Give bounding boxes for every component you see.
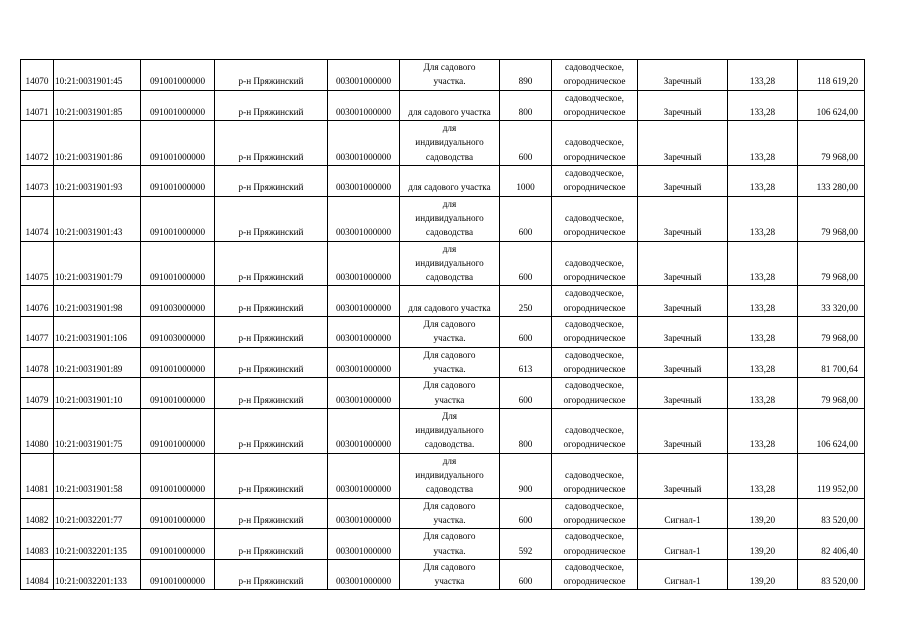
row-number-cell: 14083 <box>21 529 54 560</box>
area-cell: 800 <box>500 408 552 453</box>
cadastral-number-cell: 10:21:0031901:43 <box>54 196 141 241</box>
locality-cell: Заречный <box>638 453 728 498</box>
specific-value-cell: 133,28 <box>728 166 798 197</box>
land-use-purpose-cell-line: индивидуального <box>415 425 484 436</box>
table-row <box>21 60 865 91</box>
area-cell: 600 <box>500 317 552 348</box>
row-number-cell: 14082 <box>21 498 54 529</box>
cadastral-number-cell: 10:21:0031901:93 <box>54 166 141 197</box>
land-use-purpose-cell-line: садоводства. <box>424 439 475 450</box>
table-row <box>21 166 865 197</box>
district-cell: р-н Пряжинский <box>215 196 328 241</box>
oktmo-code-cell: 003001000000 <box>328 408 400 453</box>
locality-cell: Заречный <box>638 241 728 286</box>
cadastral-number-cell: 10:21:0032201:135 <box>54 529 141 560</box>
land-use-category-cell-line: садоводческое, <box>565 62 624 72</box>
oktmo-code-cell: 003001000000 <box>328 378 400 409</box>
oktmo-code-cell: 003001000000 <box>328 121 400 166</box>
specific-value-cell: 139,20 <box>728 529 798 560</box>
row-number-cell: 14076 <box>21 286 54 317</box>
oktmo-code-cell: 003001000000 <box>328 498 400 529</box>
row-number-cell: 14080 <box>21 408 54 453</box>
oktmo-code-cell: 003001000000 <box>328 347 400 378</box>
land-use-category-cell-line: огородническое <box>563 302 626 313</box>
district-cell: р-н Пряжинский <box>215 121 328 166</box>
row-number-cell: 14071 <box>21 90 54 121</box>
land-use-purpose-cell-line: индивидуального <box>415 212 484 223</box>
land-use-purpose-cell-line: индивидуального <box>415 257 484 268</box>
land-use-purpose-cell-line: для садового участка <box>408 302 491 313</box>
land-use-category-cell-line: садоводческое, <box>565 470 624 481</box>
table-row <box>21 196 865 241</box>
specific-value-cell: 133,28 <box>728 286 798 317</box>
cadastral-value-cell: 79 968,00 <box>798 378 865 409</box>
land-use-purpose-cell <box>400 241 500 286</box>
land-use-category-cell-line: огородническое <box>563 514 626 525</box>
land-use-category-cell-line: садоводческое, <box>565 380 624 391</box>
locality-cell: Заречный <box>638 286 728 317</box>
area-cell: 900 <box>500 453 552 498</box>
cadastral-value-cell: 118 619,20 <box>798 60 865 91</box>
cadastral-number-cell: 10:21:0031901:10 <box>54 378 141 409</box>
row-number-cell: 14070 <box>21 60 54 91</box>
land-use-category-cell-line: огородническое <box>563 151 626 162</box>
area-cell: 600 <box>500 121 552 166</box>
land-use-purpose-cell-line: Для садового <box>423 500 476 511</box>
table-row <box>21 408 865 453</box>
table-row <box>21 529 865 560</box>
land-use-category-cell-line: садоводческое, <box>565 500 624 511</box>
okato-code-cell: 091001000000 <box>141 166 215 197</box>
cadastral-value-cell: 133 280,00 <box>798 166 865 197</box>
land-use-purpose-cell-line: садоводства <box>425 151 474 162</box>
okato-code-cell: 091001000000 <box>141 529 215 560</box>
cadastral-value-cell: 81 700,64 <box>798 347 865 378</box>
land-use-purpose-cell-line: участка. <box>433 545 466 556</box>
land-use-purpose-cell <box>400 60 500 91</box>
specific-value-cell: 133,28 <box>728 60 798 91</box>
land-use-category-cell-line: огородническое <box>563 333 626 344</box>
district-cell: р-н Пряжинский <box>215 241 328 286</box>
locality-cell: Сигнал-1 <box>638 498 728 529</box>
area-cell: 600 <box>500 196 552 241</box>
district-cell: р-н Пряжинский <box>215 286 328 317</box>
land-use-category-cell-line: огородническое <box>563 182 626 193</box>
row-number-cell: 14079 <box>21 378 54 409</box>
locality-cell: Заречный <box>638 166 728 197</box>
row-number-cell: 14077 <box>21 317 54 348</box>
land-use-purpose-cell-line: индивидуального <box>415 137 484 148</box>
cadastral-value-cell: 119 952,00 <box>798 453 865 498</box>
specific-value-cell: 133,28 <box>728 453 798 498</box>
land-use-purpose-cell-line: садоводства <box>425 272 474 283</box>
specific-value-cell: 133,28 <box>728 347 798 378</box>
okato-code-cell: 091001000000 <box>141 453 215 498</box>
district-cell: р-н Пряжинский <box>215 317 328 348</box>
land-use-category-cell-line: огородническое <box>563 394 626 405</box>
cadastral-value-cell: 79 968,00 <box>798 121 865 166</box>
cadastral-number-cell: 10:21:0031901:86 <box>54 121 141 166</box>
locality-cell: Заречный <box>638 317 728 348</box>
land-use-purpose-cell-line: садоводства <box>425 227 474 238</box>
cadastral-value-cell: 79 968,00 <box>798 241 865 286</box>
land-use-category-cell-line: садоводческое, <box>565 288 624 299</box>
specific-value-cell: 133,28 <box>728 90 798 121</box>
table-row <box>21 347 865 378</box>
district-cell: р-н Пряжинский <box>215 453 328 498</box>
land-use-purpose-cell-line: для <box>442 198 457 209</box>
specific-value-cell: 133,28 <box>728 121 798 166</box>
cadastral-value-cell: 106 624,00 <box>798 90 865 121</box>
land-use-purpose-cell-line: Для садового <box>423 349 476 360</box>
locality-cell: Заречный <box>638 378 728 409</box>
specific-value-cell: 133,28 <box>728 408 798 453</box>
row-number-cell: 14084 <box>21 559 54 590</box>
cadastral-value-cell: 79 968,00 <box>798 317 865 348</box>
land-use-category-cell <box>552 241 638 286</box>
land-use-purpose-cell-line: Для <box>441 410 458 421</box>
district-cell: р-н Пряжинский <box>215 559 328 590</box>
land-use-purpose-cell-line: участка. <box>433 363 466 374</box>
land-use-category-cell-line: огородническое <box>563 76 626 87</box>
land-use-category-cell <box>552 196 638 241</box>
row-number-cell: 14072 <box>21 121 54 166</box>
land-use-purpose-cell <box>400 529 500 560</box>
land-use-category-cell <box>552 121 638 166</box>
land-use-category-cell <box>552 60 638 91</box>
table-row <box>21 498 865 529</box>
cadastral-value-cell: 82 406,40 <box>798 529 865 560</box>
land-use-purpose-cell <box>400 559 500 590</box>
cadastral-number-cell: 10:21:0031901:85 <box>54 90 141 121</box>
oktmo-code-cell: 003001000000 <box>328 559 400 590</box>
land-use-category-cell <box>552 498 638 529</box>
land-use-purpose-cell-line: участка. <box>433 333 466 344</box>
okato-code-cell: 091001000000 <box>141 347 215 378</box>
cadastral-number-cell: 10:21:0031901:106 <box>54 317 141 348</box>
district-cell: р-н Пряжинский <box>215 408 328 453</box>
specific-value-cell: 133,28 <box>728 378 798 409</box>
land-use-purpose-cell-line: Для садового <box>423 561 476 572</box>
area-cell: 600 <box>500 559 552 590</box>
land-use-purpose-cell-line: Для садового <box>423 319 476 330</box>
okato-code-cell: 091003000000 <box>141 317 215 348</box>
land-use-category-cell-line: садоводческое, <box>565 257 624 268</box>
land-use-purpose-cell-line: участка. <box>433 514 466 525</box>
okato-code-cell: 091001000000 <box>141 90 215 121</box>
locality-cell: Заречный <box>638 408 728 453</box>
land-use-purpose-cell-line: садоводства <box>425 484 474 495</box>
oktmo-code-cell: 003001000000 <box>328 317 400 348</box>
locality-cell: Сигнал-1 <box>638 559 728 590</box>
district-cell: р-н Пряжинский <box>215 347 328 378</box>
land-use-purpose-cell-line: для садового участка <box>408 106 491 117</box>
table-row <box>21 317 865 348</box>
locality-cell: Заречный <box>638 196 728 241</box>
locality-cell: Сигнал-1 <box>638 529 728 560</box>
land-use-purpose-cell <box>400 498 500 529</box>
land-use-category-cell-line: огородническое <box>563 484 626 495</box>
land-use-purpose-cell-line: индивидуального <box>415 470 484 481</box>
okato-code-cell: 091003000000 <box>141 286 215 317</box>
land-use-purpose-cell-line: для <box>442 455 457 466</box>
land-use-purpose-cell-line: для садового участка <box>408 182 491 193</box>
cadastral-value-cell: 79 968,00 <box>798 196 865 241</box>
oktmo-code-cell: 003001000000 <box>328 60 400 91</box>
cadastral-value-cell: 106 624,00 <box>798 408 865 453</box>
area-cell: 800 <box>500 90 552 121</box>
district-cell: р-н Пряжинский <box>215 498 328 529</box>
land-use-category-cell <box>552 529 638 560</box>
table-row <box>21 286 865 317</box>
row-number-cell: 14073 <box>21 166 54 197</box>
area-cell: 600 <box>500 378 552 409</box>
land-use-category-cell-line: садоводческое, <box>565 137 624 148</box>
cadastral-value-table <box>20 59 865 590</box>
specific-value-cell: 133,28 <box>728 241 798 286</box>
area-cell: 250 <box>500 286 552 317</box>
table-body <box>21 60 865 590</box>
land-use-category-cell-line: огородническое <box>563 106 626 117</box>
locality-cell: Заречный <box>638 121 728 166</box>
specific-value-cell: 133,28 <box>728 317 798 348</box>
row-number-cell: 14081 <box>21 453 54 498</box>
land-use-category-cell <box>552 347 638 378</box>
specific-value-cell: 133,28 <box>728 196 798 241</box>
land-use-category-cell <box>552 408 638 453</box>
district-cell: р-н Пряжинский <box>215 529 328 560</box>
land-use-category-cell-line: садоводческое, <box>565 349 624 360</box>
row-number-cell: 14074 <box>21 196 54 241</box>
land-use-purpose-cell-line: Для садового <box>423 62 476 72</box>
locality-cell: Заречный <box>638 90 728 121</box>
land-use-purpose-cell-line: участка <box>434 576 465 587</box>
land-use-category-cell-line: садоводческое, <box>565 92 624 103</box>
locality-cell: Заречный <box>638 347 728 378</box>
district-cell: р-н Пряжинский <box>215 166 328 197</box>
land-use-purpose-cell-line: для <box>442 243 457 254</box>
table-row <box>21 559 865 590</box>
land-use-purpose-cell <box>400 378 500 409</box>
okato-code-cell: 091001000000 <box>141 378 215 409</box>
land-use-purpose-cell <box>400 317 500 348</box>
district-cell: р-н Пряжинский <box>215 90 328 121</box>
land-use-category-cell-line: огородническое <box>563 576 626 587</box>
row-number-cell: 14078 <box>21 347 54 378</box>
okato-code-cell: 091001000000 <box>141 241 215 286</box>
land-use-category-cell-line: садоводческое, <box>565 561 624 572</box>
table-row <box>21 453 865 498</box>
cadastral-number-cell: 10:21:0031901:75 <box>54 408 141 453</box>
specific-value-cell: 139,20 <box>728 498 798 529</box>
cadastral-number-cell: 10:21:0031901:45 <box>54 60 141 91</box>
land-use-category-cell-line: садоводческое, <box>565 425 624 436</box>
area-cell: 890 <box>500 60 552 91</box>
land-use-category-cell <box>552 317 638 348</box>
land-use-purpose-cell <box>400 121 500 166</box>
specific-value-cell: 139,20 <box>728 559 798 590</box>
land-use-purpose-cell <box>400 453 500 498</box>
area-cell: 592 <box>500 529 552 560</box>
cadastral-value-cell: 83 520,00 <box>798 498 865 529</box>
okato-code-cell: 091001000000 <box>141 121 215 166</box>
table-row <box>21 241 865 286</box>
area-cell: 1000 <box>500 166 552 197</box>
land-use-purpose-cell <box>400 408 500 453</box>
land-use-category-cell-line: огородническое <box>563 272 626 283</box>
cadastral-value-cell: 83 520,00 <box>798 559 865 590</box>
district-cell: р-н Пряжинский <box>215 60 328 91</box>
cadastral-number-cell: 10:21:0031901:79 <box>54 241 141 286</box>
oktmo-code-cell: 003001000000 <box>328 166 400 197</box>
land-use-category-cell-line: садоводческое, <box>565 168 624 179</box>
okato-code-cell: 091001000000 <box>141 559 215 590</box>
land-use-category-cell-line: огородническое <box>563 545 626 556</box>
land-use-purpose-cell-line: участка. <box>433 76 466 87</box>
land-use-category-cell <box>552 166 638 197</box>
land-use-purpose-cell <box>400 196 500 241</box>
table-row <box>21 90 865 121</box>
land-use-category-cell-line: садоводческое, <box>565 531 624 542</box>
land-use-purpose-cell-line: Для садового <box>423 531 476 542</box>
land-use-purpose-cell <box>400 347 500 378</box>
land-use-category-cell-line: садоводческое, <box>565 212 624 223</box>
table-row <box>21 121 865 166</box>
land-use-category-cell-line: огородническое <box>563 439 626 450</box>
cadastral-number-cell: 10:21:0032201:133 <box>54 559 141 590</box>
land-use-purpose-cell <box>400 166 500 197</box>
land-use-category-cell-line: садоводческое, <box>565 319 624 330</box>
land-use-category-cell <box>552 90 638 121</box>
oktmo-code-cell: 003001000000 <box>328 286 400 317</box>
land-use-category-cell <box>552 378 638 409</box>
cadastral-number-cell: 10:21:0031901:89 <box>54 347 141 378</box>
oktmo-code-cell: 003001000000 <box>328 241 400 286</box>
row-number-cell: 14075 <box>21 241 54 286</box>
okato-code-cell: 091001000000 <box>141 60 215 91</box>
cadastral-number-cell: 10:21:0031901:58 <box>54 453 141 498</box>
oktmo-code-cell: 003001000000 <box>328 196 400 241</box>
land-use-category-cell <box>552 453 638 498</box>
cadastral-number-cell: 10:21:0032201:77 <box>54 498 141 529</box>
area-cell: 613 <box>500 347 552 378</box>
land-use-purpose-cell-line: для <box>442 123 457 134</box>
table-row <box>21 378 865 409</box>
oktmo-code-cell: 003001000000 <box>328 90 400 121</box>
cadastral-value-cell: 33 320,00 <box>798 286 865 317</box>
land-use-purpose-cell-line: Для садового <box>423 380 476 391</box>
land-use-category-cell-line: огородническое <box>563 363 626 374</box>
land-use-purpose-cell <box>400 90 500 121</box>
land-use-category-cell <box>552 286 638 317</box>
district-cell: р-н Пряжинский <box>215 378 328 409</box>
land-use-category-cell <box>552 559 638 590</box>
land-use-purpose-cell-line: участка <box>434 394 465 405</box>
okato-code-cell: 091001000000 <box>141 408 215 453</box>
area-cell: 600 <box>500 241 552 286</box>
locality-cell: Заречный <box>638 60 728 91</box>
land-use-purpose-cell <box>400 286 500 317</box>
cadastral-number-cell: 10:21:0031901:98 <box>54 286 141 317</box>
okato-code-cell: 091001000000 <box>141 498 215 529</box>
okato-code-cell: 091001000000 <box>141 196 215 241</box>
oktmo-code-cell: 003001000000 <box>328 453 400 498</box>
area-cell: 600 <box>500 498 552 529</box>
oktmo-code-cell: 003001000000 <box>328 529 400 560</box>
land-use-category-cell-line: огородническое <box>563 227 626 238</box>
